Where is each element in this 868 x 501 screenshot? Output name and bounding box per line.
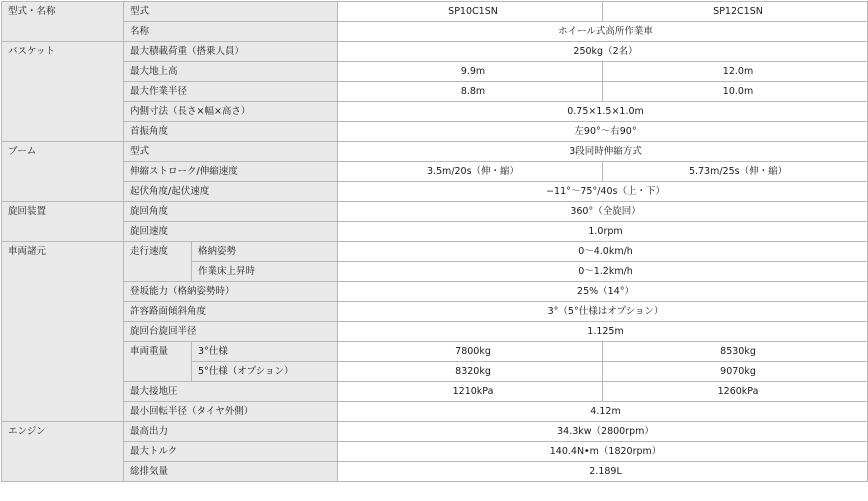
row-sublabel: 5°仕様（オプション）	[192, 362, 338, 382]
row-label: 最大トルク	[124, 442, 338, 462]
row-value-sp10: 3.5m/20s（伸・縮）	[338, 162, 603, 182]
row-value-sp12: 12.0m	[603, 62, 868, 82]
table-row	[2, 322, 868, 342]
table-row	[2, 242, 868, 262]
table-row	[2, 302, 868, 322]
corner-header: 型式・名称	[2, 2, 124, 42]
table-row	[2, 22, 868, 42]
table-row	[2, 2, 868, 22]
row-value: 25%（14°）	[338, 282, 868, 302]
row-label: 許容路面傾斜角度	[124, 302, 338, 322]
row-value: 34.3kw（2800rpm）	[338, 422, 868, 442]
row-label: 首振角度	[124, 122, 338, 142]
row-label: 旋回角度	[124, 202, 338, 222]
model-header-sp10: SP10C1SN	[338, 2, 603, 22]
row-value: 1.125m	[338, 322, 868, 342]
row-value: 0～1.2km/h	[338, 262, 868, 282]
row-value: 0～4.0km/h	[338, 242, 868, 262]
row-value: 2.189L	[338, 462, 868, 482]
row-sublabel: 格納姿勢	[192, 242, 338, 262]
row-sublabel: 3°仕様	[192, 342, 338, 362]
row-group-label: 車両重量	[124, 342, 192, 382]
row-value: 1.0rpm	[338, 222, 868, 242]
row-value-sp10: 9.9m	[338, 62, 603, 82]
table-row	[2, 182, 868, 202]
spec-table	[1, 1, 868, 482]
row-value-sp12: 9070kg	[603, 362, 868, 382]
row-value: 3段同時伸縮方式	[338, 142, 868, 162]
row-label: 型式	[124, 2, 338, 22]
row-label: 伸縮ストローク/伸縮速度	[124, 162, 338, 182]
table-row	[2, 282, 868, 302]
row-label: 起伏角度/起伏速度	[124, 182, 338, 202]
row-value: 左90°～右90°	[338, 122, 868, 142]
row-label: 最大積載荷重（搭乗人員）	[124, 42, 338, 62]
row-value-sp12: 1260kPa	[603, 382, 868, 402]
section-label-engine: エンジン	[2, 422, 124, 482]
row-label: 総排気量	[124, 462, 338, 482]
row-value-sp10: 8320kg	[338, 362, 603, 382]
table-row	[2, 382, 868, 402]
row-group-label: 走行速度	[124, 242, 192, 282]
row-value: 0.75×1.5×1.0m	[338, 102, 868, 122]
row-value: ホイール式高所作業車	[338, 22, 868, 42]
table-row	[2, 82, 868, 102]
row-label: 最高出力	[124, 422, 338, 442]
section-label-boom: ブーム	[2, 142, 124, 202]
row-label: 登坂能力（格納姿勢時）	[124, 282, 338, 302]
row-value-sp12: 8530kg	[603, 342, 868, 362]
table-row	[2, 42, 868, 62]
row-value-sp10: 1210kPa	[338, 382, 603, 402]
model-header-sp12: SP12C1SN	[603, 2, 868, 22]
row-label: 名称	[124, 22, 338, 42]
row-value: −11°～75°/40s（上・下）	[338, 182, 868, 202]
table-row	[2, 462, 868, 482]
row-label: 旋回台旋回半径	[124, 322, 338, 342]
row-value: 140.4N•m（1820rpm）	[338, 442, 868, 462]
row-value: 3°（5°仕様はオプション）	[338, 302, 868, 322]
table-row	[2, 202, 868, 222]
row-value-sp10: 7800kg	[338, 342, 603, 362]
row-value: 250kg（2名）	[338, 42, 868, 62]
section-label-basket: バスケット	[2, 42, 124, 142]
table-row	[2, 142, 868, 162]
table-row	[2, 402, 868, 422]
row-label: 旋回速度	[124, 222, 338, 242]
section-label-vehicle: 車両諸元	[2, 242, 124, 422]
row-value-sp10: 8.8m	[338, 82, 603, 102]
table-row	[2, 222, 868, 242]
table-row	[2, 342, 868, 362]
row-value-sp12: 10.0m	[603, 82, 868, 102]
row-label: 最大接地圧	[124, 382, 338, 402]
table-row	[2, 422, 868, 442]
row-sublabel: 作業床上昇時	[192, 262, 338, 282]
row-label: 内側寸法（長さ×幅×高さ）	[124, 102, 338, 122]
table-row	[2, 442, 868, 462]
table-row	[2, 122, 868, 142]
row-value: 360°（全旋回）	[338, 202, 868, 222]
row-label: 型式	[124, 142, 338, 162]
table-row	[2, 162, 868, 182]
row-label: 最小回転半径（タイヤ外側）	[124, 402, 338, 422]
row-value: 4.12m	[338, 402, 868, 422]
table-row	[2, 102, 868, 122]
row-label: 最大作業半径	[124, 82, 338, 102]
section-label-slewing: 旋回装置	[2, 202, 124, 242]
row-label: 最大地上高	[124, 62, 338, 82]
table-row	[2, 62, 868, 82]
row-value-sp12: 5.73m/25s（伸・縮）	[603, 162, 868, 182]
